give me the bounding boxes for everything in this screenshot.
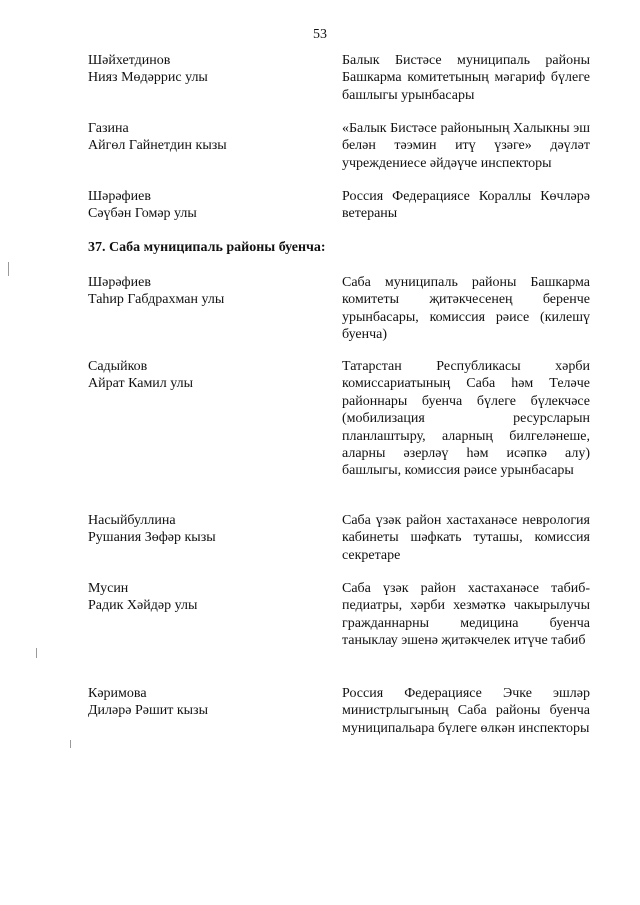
scan-mark	[70, 740, 71, 748]
surname: Насыйбуллина	[88, 513, 176, 528]
surname: Шәрәфиев	[88, 189, 151, 204]
position-text: Балык Бистәсе муниципаль районы Башкарма комитетының мәгариф бүлеге башлыгы урынбасары	[342, 53, 590, 103]
person-name	[88, 120, 318, 155]
position-text: Саба үзәк район хастаханәсе табиб-педиатры, хәрби хезмәткә чакырылучы гражданнарны медицина буенча таныклау эшенә җитәкчелек итүче табиб	[342, 581, 590, 649]
scan-mark	[36, 648, 37, 658]
page-number: 53	[313, 27, 327, 42]
person-name	[88, 580, 318, 615]
surname: Кәримова	[88, 686, 147, 701]
person-name	[88, 188, 318, 223]
given-name: Радик Хәйдәр улы	[88, 598, 198, 614]
person-name	[88, 685, 318, 720]
person-name	[88, 52, 318, 87]
given-name: Айгөл Гайнетдин кызы	[88, 138, 227, 154]
given-name: Таһир Габдрахман улы	[88, 292, 225, 308]
position-text: Россия Федерациясе Кораллы Көчләрә ветераны	[342, 189, 590, 222]
position-text: Россия Федерациясе Эчке эшләр министрлыгының Саба районы буенча муниципальара бүлеге өлкән инспекторы	[342, 686, 590, 736]
surname: Мусин	[88, 581, 129, 596]
given-name: Айрат Камил улы	[88, 376, 194, 392]
position-text: Саба муниципаль районы Башкарма комитеты җитәкчесенең беренче урынбасары, комиссия рәисе (килешү буенча)	[342, 275, 590, 343]
section-heading: 37. Саба муниципаль районы буенча:	[88, 240, 326, 255]
person-name	[88, 358, 318, 393]
person-name	[88, 512, 318, 547]
given-name: Нияз Мөдәррис улы	[88, 70, 208, 86]
surname: Шәрәфиев	[88, 275, 151, 290]
given-name: Сәүбән Гомәр улы	[88, 206, 197, 222]
scan-mark	[8, 262, 9, 276]
surname: Газина	[88, 121, 129, 136]
position-text: «Балык Бистәсе районының Халыкны эш белән тәэмин итү үзәге» дәүләт учреждениесе әйдәүче инспекторы	[342, 121, 590, 171]
given-name: Диләрә Рәшит кызы	[88, 703, 208, 719]
person-name	[88, 274, 318, 309]
position-text: Татарстан Республикасы хәрби комиссариатының Саба һәм Теләче районнары буенча бүлеге бүлекчәсе (мобилизация ресурсларын планлаштыру, аларның билгеләнеше, аларны әзерләү һәм исәпкә алу) башлыгы, комиссия рәисе урынбасары	[342, 359, 590, 479]
surname: Садыйков	[88, 359, 148, 374]
position-text: Саба үзәк район хастаханәсе неврология кабинеты шәфкать туташы, комиссия секретаре	[342, 513, 590, 563]
given-name: Рушания Зөфәр кызы	[88, 530, 216, 546]
surname: Шәйхетдинов	[88, 53, 171, 68]
